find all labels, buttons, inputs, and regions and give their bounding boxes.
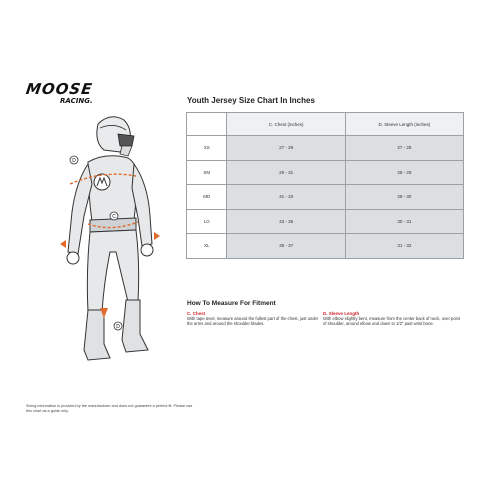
- table-row: [187, 234, 464, 259]
- table-row: [187, 185, 464, 210]
- measure-title: How To Measure For Fitment: [187, 300, 276, 307]
- sleeve-heading: D. Sleeve Length: [323, 311, 360, 316]
- chest-value: 31 - 33: [227, 185, 345, 210]
- marker-d-lower: D: [116, 324, 120, 330]
- header-sleeve: D. Sleeve Length (inches): [345, 113, 463, 136]
- table-row: [187, 209, 464, 234]
- chart-title: Youth Jersey Size Chart In Inches: [187, 96, 315, 105]
- size-label: XL: [187, 234, 227, 259]
- sleeve-value: 30 - 31: [345, 209, 463, 234]
- size-label: SM: [187, 160, 227, 185]
- marker-d-upper: D: [72, 158, 76, 164]
- sleeve-value: 29 - 30: [345, 185, 463, 210]
- sleeve-value: 27 - 28: [345, 136, 463, 161]
- chest-value: 27 - 29: [227, 136, 345, 161]
- size-label: LG: [187, 209, 227, 234]
- sleeve-value: 31 - 32: [345, 234, 463, 259]
- size-label: XS: [187, 136, 227, 161]
- table-row: [187, 136, 464, 161]
- chest-value: 29 - 31: [227, 160, 345, 185]
- sleeve-instructions: [323, 311, 461, 327]
- brand-logo: [26, 82, 106, 108]
- chest-value: 35 - 37: [227, 234, 345, 259]
- chest-text: With tape level, measure around the fullest part of the chest, just under the arms and around the shoulder blades.: [187, 316, 319, 327]
- sleeve-value: 28 - 29: [345, 160, 463, 185]
- rider-illustration: [58, 112, 178, 372]
- sleeve-text: With elbow slightly bent, measure from the center back of neck, over point of shoulder, around elbow and down to 1/2" past wrist bone.: [323, 316, 461, 327]
- chest-heading: C. Chest: [187, 311, 206, 316]
- rider-figure: [58, 112, 178, 372]
- table-row: [187, 160, 464, 185]
- chest-instructions: [187, 311, 325, 327]
- chest-value: 33 - 35: [227, 209, 345, 234]
- disclaimer: Sizing information is provided by the manufacturer and does not guarantee a perfect fit. Please use this chart as a guide only.: [26, 404, 193, 413]
- header-corner: [187, 113, 227, 136]
- brand-subtitle: RACING.: [60, 97, 93, 105]
- marker-c: C: [112, 214, 116, 220]
- header-chest: C. Chest (inches): [227, 113, 345, 136]
- size-chart-table: [186, 112, 464, 259]
- table-header-row: [187, 113, 464, 136]
- brand-name: MOOSE: [24, 80, 94, 98]
- size-label: MD: [187, 185, 227, 210]
